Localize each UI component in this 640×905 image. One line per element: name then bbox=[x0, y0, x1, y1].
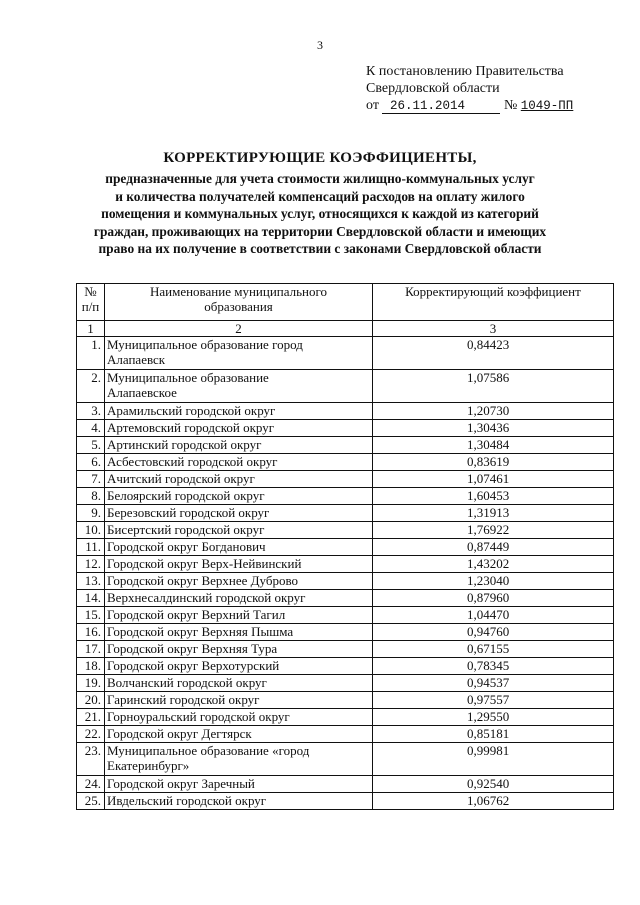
row-municipality-name-line: Артемовский городской округ bbox=[107, 420, 275, 435]
row-coefficient-value: 1,23040 bbox=[373, 573, 614, 590]
row-municipality-name-line: Екатеринбург» bbox=[107, 758, 190, 773]
table-row bbox=[77, 505, 614, 522]
row-municipality-name-line: Городской округ Верхнее Дуброво bbox=[107, 573, 299, 588]
row-coefficient-value: 1,60453 bbox=[373, 488, 614, 505]
row-municipality-name-line: Бисертский городской округ bbox=[107, 522, 265, 537]
subtitle-line: и количества получателей компенсаций расходов на оплату жилого bbox=[115, 188, 525, 204]
approval-date bbox=[382, 99, 500, 114]
header-number-line-1: № bbox=[84, 284, 97, 299]
row-coefficient-value: 1,20730 bbox=[373, 403, 614, 420]
approval-from-label: от bbox=[366, 98, 379, 113]
row-coefficient-value: 0,84423 bbox=[373, 337, 614, 370]
approval-date-value: 26.11.2014 bbox=[389, 99, 465, 113]
row-municipality-name-line: Белоярский городской округ bbox=[107, 488, 265, 503]
approval-line-2: Свердловской области bbox=[366, 81, 500, 96]
subtitle-line: граждан, проживающих на территории Свердловской области и имеющих bbox=[93, 223, 547, 239]
row-number: 3. bbox=[77, 403, 105, 420]
row-municipality-name-line: Арамильский городской округ bbox=[107, 403, 276, 418]
row-municipality-name-line: Гаринский городской округ bbox=[107, 692, 260, 707]
table-body bbox=[77, 337, 614, 810]
row-municipality-name-line: Ивдельский городской округ bbox=[107, 793, 267, 808]
table-row bbox=[77, 590, 614, 607]
header-coefficient: Корректирующий коэффициент bbox=[373, 284, 614, 321]
row-municipality-name-line: Ачитский городской округ bbox=[107, 471, 255, 486]
row-coefficient-value: 0,78345 bbox=[373, 658, 614, 675]
table-row bbox=[77, 488, 614, 505]
row-municipality-name bbox=[105, 471, 373, 488]
table-row bbox=[77, 556, 614, 573]
header-name-line-2: образования bbox=[204, 299, 273, 314]
row-municipality-name-line: Асбестовский городской округ bbox=[107, 454, 278, 469]
row-municipality-name bbox=[105, 641, 373, 658]
table-row bbox=[77, 454, 614, 471]
row-coefficient-value: 1,07586 bbox=[373, 370, 614, 403]
subtitle-line: право на их получение в соответствии с законами Свердловской области bbox=[98, 241, 542, 256]
row-municipality-name bbox=[105, 607, 373, 624]
approval-number-label: № bbox=[503, 98, 518, 113]
row-municipality-name-line: Городской округ Богданович bbox=[107, 539, 266, 554]
table-header-row bbox=[77, 284, 614, 321]
row-municipality-name-line: Муниципальное образование «город bbox=[107, 743, 310, 758]
table-row bbox=[77, 793, 614, 810]
approval-date-line bbox=[366, 97, 573, 115]
row-municipality-name bbox=[105, 692, 373, 709]
table-row bbox=[77, 776, 614, 793]
table-row bbox=[77, 641, 614, 658]
row-number: 21. bbox=[77, 709, 105, 726]
row-coefficient-value: 0,92540 bbox=[373, 776, 614, 793]
row-municipality-name-line: Муниципальное образование bbox=[107, 370, 269, 385]
row-number: 10. bbox=[77, 522, 105, 539]
table-row bbox=[77, 573, 614, 590]
row-municipality-name bbox=[105, 590, 373, 607]
row-municipality-name-line: Алапаевское bbox=[107, 385, 177, 400]
row-municipality-name bbox=[105, 488, 373, 505]
row-municipality-name-line: Городской округ Верхняя Тура bbox=[107, 641, 278, 656]
row-municipality-name bbox=[105, 743, 373, 776]
row-coefficient-value: 0,85181 bbox=[373, 726, 614, 743]
table-row bbox=[77, 726, 614, 743]
table-row bbox=[77, 471, 614, 488]
row-number: 1. bbox=[77, 337, 105, 370]
row-municipality-name bbox=[105, 454, 373, 471]
row-coefficient-value: 1,30436 bbox=[373, 420, 614, 437]
row-municipality-name-line: Городской округ Верхотурский bbox=[107, 658, 280, 673]
row-municipality-name-line: Муниципальное образование город bbox=[107, 337, 303, 352]
table-row bbox=[77, 539, 614, 556]
row-municipality-name-line: Артинский городской округ bbox=[107, 437, 262, 452]
row-municipality-name bbox=[105, 337, 373, 370]
row-coefficient-value: 1,07461 bbox=[373, 471, 614, 488]
row-coefficient-value: 1,29550 bbox=[373, 709, 614, 726]
document-title bbox=[0, 149, 640, 258]
row-coefficient-value: 1,06762 bbox=[373, 793, 614, 810]
table-row bbox=[77, 692, 614, 709]
row-number: 8. bbox=[77, 488, 105, 505]
row-number: 12. bbox=[77, 556, 105, 573]
row-number: 22. bbox=[77, 726, 105, 743]
row-number: 25. bbox=[77, 793, 105, 810]
row-number: 13. bbox=[77, 573, 105, 590]
row-number: 18. bbox=[77, 658, 105, 675]
approval-reference bbox=[366, 63, 573, 115]
column-number: 3 bbox=[373, 321, 614, 337]
row-coefficient-value: 1,76922 bbox=[373, 522, 614, 539]
row-municipality-name-line: Городской округ Верх-Нейвинский bbox=[107, 556, 302, 571]
column-number: 1 bbox=[77, 321, 105, 337]
row-municipality-name bbox=[105, 370, 373, 403]
approval-number: 1049-ПП bbox=[520, 99, 574, 113]
row-municipality-name-line: Городской округ Верхняя Пышма bbox=[107, 624, 294, 639]
row-municipality-name bbox=[105, 522, 373, 539]
row-municipality-name bbox=[105, 539, 373, 556]
row-municipality-name bbox=[105, 624, 373, 641]
row-number: 9. bbox=[77, 505, 105, 522]
table-row bbox=[77, 403, 614, 420]
row-number: 17. bbox=[77, 641, 105, 658]
header-number-line-2: п/п bbox=[81, 299, 100, 314]
row-number: 23. bbox=[77, 743, 105, 776]
row-municipality-name bbox=[105, 403, 373, 420]
table-row bbox=[77, 420, 614, 437]
row-coefficient-value: 0,97557 bbox=[373, 692, 614, 709]
header-name-line-1: Наименование муниципального bbox=[149, 284, 328, 299]
row-municipality-name bbox=[105, 726, 373, 743]
row-coefficient-value: 1,43202 bbox=[373, 556, 614, 573]
row-municipality-name bbox=[105, 573, 373, 590]
row-municipality-name-line: Алапаевск bbox=[107, 352, 166, 367]
row-municipality-name-line: Городской округ Верхний Тагил bbox=[107, 607, 286, 622]
header-name bbox=[105, 284, 373, 321]
row-municipality-name bbox=[105, 505, 373, 522]
row-municipality-name-line: Волчанский городской округ bbox=[107, 675, 267, 690]
page-number: 3 bbox=[317, 38, 323, 52]
table-row bbox=[77, 743, 614, 776]
table-row bbox=[77, 607, 614, 624]
row-number: 6. bbox=[77, 454, 105, 471]
row-coefficient-value: 0,67155 bbox=[373, 641, 614, 658]
row-number: 2. bbox=[77, 370, 105, 403]
row-number: 14. bbox=[77, 590, 105, 607]
row-number: 5. bbox=[77, 437, 105, 454]
row-coefficient-value: 0,87449 bbox=[373, 539, 614, 556]
subtitle-line: предназначенные для учета стоимости жилищно-коммунальных услуг bbox=[105, 171, 535, 186]
table-row bbox=[77, 337, 614, 370]
row-coefficient-value: 0,94760 bbox=[373, 624, 614, 641]
title-main: КОРРЕКТИРУЮЩИЕ КОЭФФИЦИЕНТЫ, bbox=[163, 150, 477, 166]
row-number: 7. bbox=[77, 471, 105, 488]
row-coefficient-value: 1,04470 bbox=[373, 607, 614, 624]
row-municipality-name bbox=[105, 437, 373, 454]
row-municipality-name bbox=[105, 420, 373, 437]
title-subtitle bbox=[0, 170, 640, 258]
row-municipality-name bbox=[105, 556, 373, 573]
table-row bbox=[77, 624, 614, 641]
row-number: 19. bbox=[77, 675, 105, 692]
approval-line-1: К постановлению Правительства bbox=[366, 64, 564, 79]
row-municipality-name bbox=[105, 709, 373, 726]
table-row bbox=[77, 658, 614, 675]
table-row bbox=[77, 437, 614, 454]
row-number: 4. bbox=[77, 420, 105, 437]
table-row bbox=[77, 370, 614, 403]
table-row bbox=[77, 522, 614, 539]
header-number bbox=[77, 284, 105, 321]
row-coefficient-value: 0,94537 bbox=[373, 675, 614, 692]
column-number: 2 bbox=[105, 321, 373, 337]
row-number: 15. bbox=[77, 607, 105, 624]
row-municipality-name-line: Березовский городской округ bbox=[107, 505, 270, 520]
row-number: 11. bbox=[77, 539, 105, 556]
row-number: 20. bbox=[77, 692, 105, 709]
row-municipality-name-line: Городской округ Заречный bbox=[107, 776, 255, 791]
row-coefficient-value: 1,31913 bbox=[373, 505, 614, 522]
table-row bbox=[77, 709, 614, 726]
row-number: 24. bbox=[77, 776, 105, 793]
row-coefficient-value: 1,30484 bbox=[373, 437, 614, 454]
row-municipality-name-line: Горноуральский городской округ bbox=[107, 709, 290, 724]
row-municipality-name bbox=[105, 793, 373, 810]
row-coefficient-value: 0,87960 bbox=[373, 590, 614, 607]
row-coefficient-value: 0,83619 bbox=[373, 454, 614, 471]
column-number-row bbox=[77, 321, 614, 337]
row-municipality-name bbox=[105, 776, 373, 793]
row-municipality-name bbox=[105, 675, 373, 692]
row-municipality-name-line: Городской округ Дегтярск bbox=[107, 726, 252, 741]
table-row bbox=[77, 675, 614, 692]
row-number: 16. bbox=[77, 624, 105, 641]
subtitle-line: помещения и коммунальных услуг, относящихся к каждой из категорий bbox=[101, 206, 539, 221]
coefficients-table bbox=[76, 283, 614, 810]
row-municipality-name bbox=[105, 658, 373, 675]
row-municipality-name-line: Верхнесалдинский городской округ bbox=[107, 590, 306, 605]
row-coefficient-value: 0,99981 bbox=[373, 743, 614, 776]
